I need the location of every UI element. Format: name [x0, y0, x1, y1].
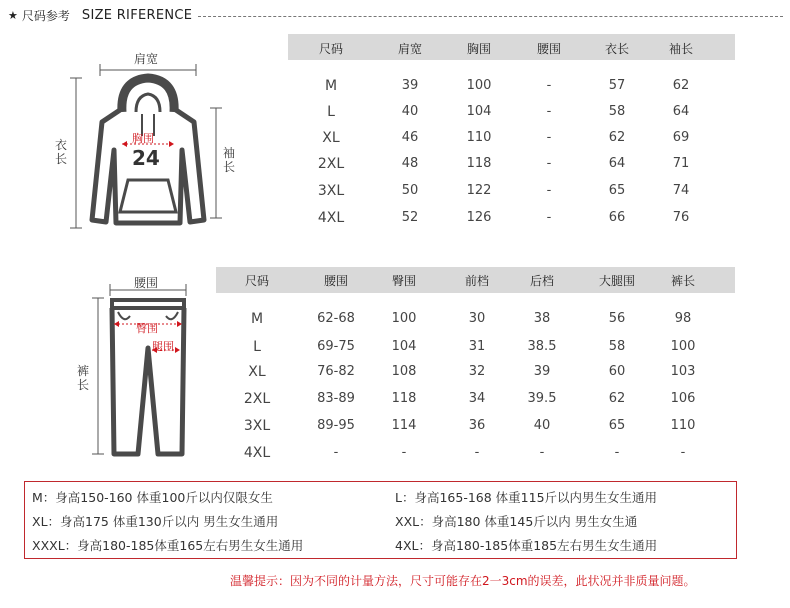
hoodie-table-cell: - [546, 156, 552, 171]
pants-length-label: 裤长 [76, 364, 89, 392]
pants-table-cell: 103 [670, 364, 696, 379]
hoodie-table-cell: 57 [608, 78, 626, 93]
pants-table-cell: 108 [391, 364, 417, 379]
pants-table-cell: 3XL [243, 418, 271, 434]
shoulder-label: 肩宽 [134, 52, 159, 66]
hoodie-table-cell: - [546, 183, 552, 198]
hoodie-table-cell: 40 [401, 104, 419, 119]
size-note: 4XL：身高180-185体重185左右男生女生通用 [395, 538, 658, 553]
hoodie-table-cell: - [546, 78, 552, 93]
pants-table-cell: 56 [608, 311, 626, 326]
pants-table-cell: - [539, 445, 545, 460]
hoodie-table-cell: 71 [672, 156, 690, 171]
section-header [8, 6, 783, 24]
hoodie-table-cell: 69 [672, 130, 690, 145]
pants-table-cell: 62 [608, 391, 626, 406]
hoodie-diagram [40, 40, 270, 240]
hoodie-table-cell: 76 [672, 210, 690, 225]
sleeve-label: 袖长 [222, 146, 235, 174]
hoodie-col-header: 衣长 [604, 42, 629, 56]
pants-table-cell: - [333, 445, 339, 460]
jersey-number: 24 [132, 146, 160, 170]
pants-table-cell: 32 [468, 364, 486, 379]
size-note: M：身高150-160 体重100斤以内仅限女生 [32, 490, 273, 505]
pants-table-cell: 40 [533, 418, 551, 433]
pants-col-header: 臀围 [391, 274, 416, 288]
pants-table-cell: 118 [391, 391, 417, 406]
pants-table-cell: - [401, 445, 407, 460]
pants-table-cell: 83-89 [317, 391, 355, 406]
pants-col-header: 尺码 [244, 274, 269, 288]
waist-label: 腰围 [134, 276, 159, 290]
pants-table-cell: M [250, 311, 264, 327]
hoodie-col-header: 尺码 [318, 42, 343, 56]
hoodie-table-cell: M [324, 78, 338, 94]
pants-table-cell: 62-68 [317, 311, 355, 326]
pants-table-cell: - [680, 445, 686, 460]
pants-diagram [60, 268, 220, 468]
pants-table-cell: 36 [468, 418, 486, 433]
hoodie-col-header: 腰围 [536, 42, 561, 56]
pants-table-cell: 38.5 [527, 339, 557, 354]
pants-table-cell: 104 [391, 339, 417, 354]
size-note: L：身高165-168 体重115斤以内男生女生通用 [395, 490, 658, 505]
hoodie-table-cell: 126 [466, 210, 492, 225]
hoodie-table-cell: 58 [608, 104, 626, 119]
hoodie-table-cell: - [546, 130, 552, 145]
hoodie-table-cell: 62 [608, 130, 626, 145]
size-note: XL：身高175 体重130斤以内 男生女生通用 [32, 514, 279, 529]
header-dashed-line [198, 16, 783, 17]
hoodie-col-header: 胸围 [466, 42, 491, 56]
pants-table-cell: 34 [468, 391, 486, 406]
pants-col-header: 后档 [529, 274, 554, 288]
hoodie-table-cell: - [546, 210, 552, 225]
hoodie-table-cell: 64 [608, 156, 626, 171]
pants-table-cell: - [614, 445, 620, 460]
pants-col-header: 前档 [464, 274, 489, 288]
pants-table-cell: 106 [670, 391, 696, 406]
hoodie-table-cell: 4XL [317, 210, 345, 226]
size-note: XXXL：身高180-185体重165左右男生女生通用 [32, 538, 304, 553]
pants-table-cell: 39 [533, 364, 551, 379]
pants-table-cell: 31 [468, 339, 486, 354]
pants-table-cell: 76-82 [317, 364, 355, 379]
pants-table-cell: XL [248, 364, 266, 380]
pants-col-header: 大腿围 [598, 274, 635, 288]
hoodie-table-cell: L [327, 104, 335, 120]
pants-table-cell: 39.5 [527, 391, 557, 406]
hoodie-col-header: 肩宽 [397, 42, 422, 56]
hoodie-table-cell: 48 [401, 156, 419, 171]
title-en: SIZE RIFERENCE [81, 7, 193, 23]
hoodie-table-cell: 104 [466, 104, 492, 119]
pants-table-cell: L [253, 339, 261, 355]
hoodie-table-cell: 65 [608, 183, 626, 198]
hoodie-table-cell: 64 [672, 104, 690, 119]
hoodie-table-cell: XL [322, 130, 340, 146]
hoodie-table-cell: 100 [466, 78, 492, 93]
hoodie-col-header: 袖长 [668, 42, 693, 56]
pants-col-header: 裤长 [670, 274, 695, 288]
pants-table-cell: 69-75 [317, 339, 355, 354]
chest-label: 胸围 [132, 132, 154, 145]
hoodie-table-cell: 62 [672, 78, 690, 93]
hoodie-outline-icon [40, 40, 270, 240]
hoodie-table-cell: 50 [401, 183, 419, 198]
hoodie-table-cell: 39 [401, 78, 419, 93]
tip-text: 温馨提示：因为不同的计量方法，尺寸可能存在2一3cm的误差，此状况并非质量问题。 [230, 574, 696, 588]
pants-table-cell: 2XL [243, 391, 271, 407]
pants-col-header: 腰围 [323, 274, 348, 288]
title-cn: 尺码参考 [21, 8, 70, 23]
size-note: XXL：身高180 体重145斤以内 男生女生通 [395, 514, 638, 529]
pants-table-cell: 65 [608, 418, 626, 433]
pants-table-cell: 110 [670, 418, 696, 433]
hoodie-table-cell: 2XL [317, 156, 345, 172]
pants-table-cell: 30 [468, 311, 486, 326]
pants-table-cell: 60 [608, 364, 626, 379]
pants-table-cell: 89-95 [317, 418, 355, 433]
pants-table-cell: 4XL [243, 445, 271, 461]
thigh-label: 腿围 [152, 340, 174, 353]
hoodie-table-cell: 52 [401, 210, 419, 225]
pants-table-cell: 58 [608, 339, 626, 354]
pants-table-cell: 38 [533, 311, 551, 326]
hoodie-table-cell: 74 [672, 183, 690, 198]
hoodie-table-cell: 46 [401, 130, 419, 145]
pants-table-cell: 100 [670, 339, 696, 354]
star-icon: ★ [8, 8, 18, 22]
length-label: 衣长 [54, 138, 67, 166]
pants-table-cell: 114 [391, 418, 417, 433]
hoodie-table-cell: 118 [466, 156, 492, 171]
pants-table-cell: 100 [391, 311, 417, 326]
hoodie-table-cell: - [546, 104, 552, 119]
pants-table-cell: - [474, 445, 480, 460]
pants-table-cell: 98 [674, 311, 692, 326]
hoodie-table-cell: 66 [608, 210, 626, 225]
hip-label: 臀围 [136, 322, 158, 335]
hoodie-table-cell: 3XL [317, 183, 345, 199]
hoodie-table-cell: 110 [466, 130, 492, 145]
hoodie-table-cell: 122 [466, 183, 492, 198]
